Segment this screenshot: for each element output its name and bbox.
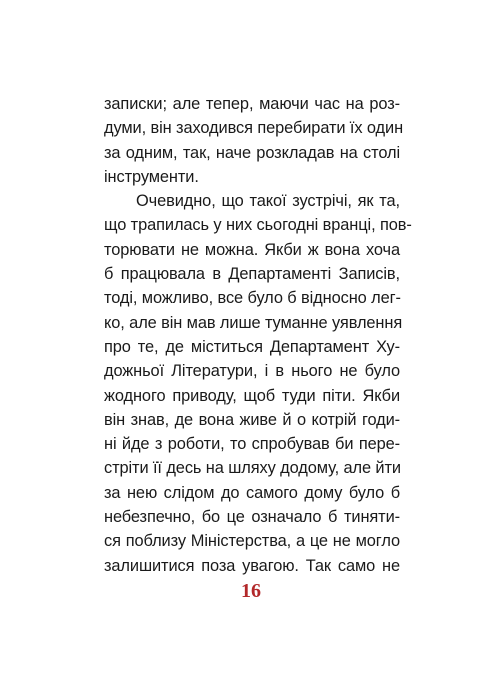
- text-line: за нею слідом до самого дому було б: [104, 483, 400, 502]
- text-line: що трапилась у них сьогодні вранці, пов-: [104, 216, 412, 235]
- text-line: думи, він заходився перебирати їх один: [104, 119, 404, 138]
- text-line: небезпечно, бо це означало б тиняти-: [104, 508, 400, 527]
- text-line: дожньої Літератури, і в нього не було: [104, 362, 400, 381]
- text-line: ся поблизу Міністерства, а це не могло: [104, 532, 400, 551]
- text-line: про те, де міститься Департамент Ху-: [104, 337, 400, 356]
- body-text: [104, 92, 412, 578]
- text-line: б працювала в Департаменті Записів,: [104, 265, 400, 284]
- text-line: ко, але він мав лише туманне уявлення: [104, 313, 403, 332]
- text-line: ні йде з роботи, то спробував би пере-: [104, 435, 400, 454]
- text-line: жодного приводу, щоб туди піти. Якби: [104, 386, 400, 405]
- text-line: інструменти.: [104, 167, 199, 186]
- text-line: за одним, так, наче розкладав на столі: [104, 143, 400, 162]
- text-line: торювати не можна. Якби ж вона хоча: [104, 240, 400, 259]
- text-line: стріти її десь на шляху додому, але йти: [104, 459, 401, 478]
- page-number: 16: [241, 580, 261, 602]
- text-line: залишитися поза увагою. Так само не: [104, 556, 400, 575]
- text-line: тоді, можливо, все було б відносно лег-: [104, 289, 401, 308]
- text-line: він знав, де вона живе й о котрій годи-: [104, 410, 400, 429]
- text-line: Очевидно, що такої зустрічі, як та,: [136, 192, 400, 211]
- text-line: записки; але тепер, маючи час на роз-: [104, 95, 400, 113]
